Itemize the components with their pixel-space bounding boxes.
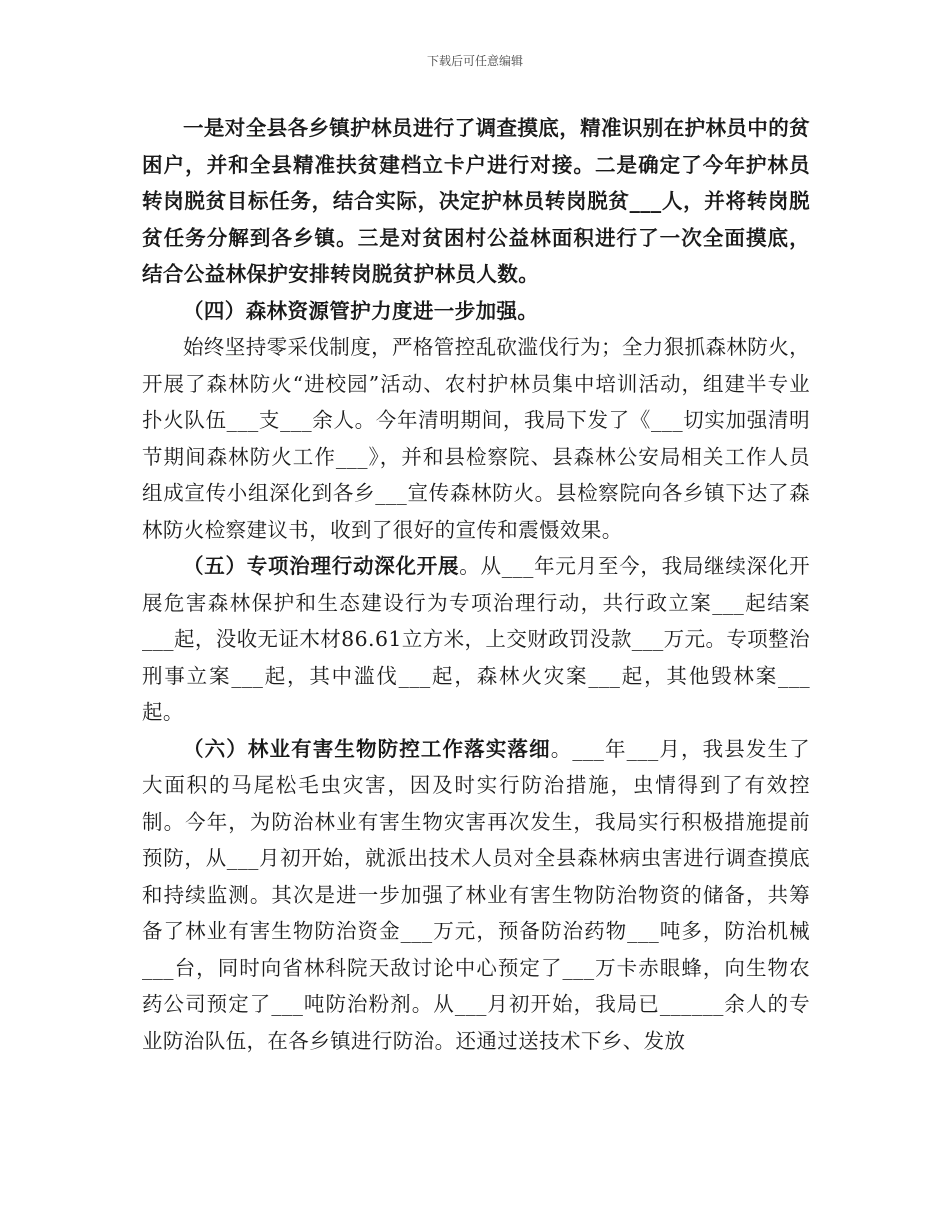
section-body-5: 。从___年元月至今，我局继续深化开展危害森林保护和生态建设行为专项治理行动，共行政立案___起结案___起，没收无证木材86.61立方米，上交财政罚没款___万元。专项整治刑事立案___起，其中滥伐___起，森林火灾案___起，其他毁林案___起。 [142, 554, 811, 724]
paragraph-poverty-tasks: 一是对全县各乡镇护林员进行了调查摸底，精准识别在护林员中的贫困户，并和全县精准扶贫建档立卡户进行对接。二是确定了今年护林员转岗脱贫目标任务，结合实际，决定护林员转岗脱贫___人，并将转岗脱贫任务分解到各乡镇。三是对贫困村公益林面积进行了一次全面摸底，结合公益林保护安排转岗脱贫护林员人数。 [142, 116, 810, 286]
paragraph-forest-protection: 始终坚持零采伐制度，严格管控乱砍滥伐行为；全力狠抓森林防火，开展了森林防火“进校园”活动、农村护林员集中培训活动，组建半专业扑火队伍___支___余人。今年清明期间，我局下发了《___切实加强清明节期间森林防火工作___》，并和县检察院、县森林公安局相关工作人员组成宣传小组深化到各乡___宣传森林防火。县检察院向各乡镇下达了森林防火检察建议书，收到了很好的宣传和震慑效果。 [142, 335, 810, 542]
section-heading-6: （六）林业有害生物防控工作落实落细 [183, 736, 551, 761]
section-body-6: 。___年___月，我县发生了大面积的马尾松毛虫灾害，因及时实行防治措施，虫情得到了有效控制。今年，为防治林业有害生物灾害再次发生，我局实行积极措施提前预防，从___月初开始，就派出技术人员对全县森林病虫害进行调查摸底和持续监测。其次是进一步加强了林业有害生物防治物资的储备，共筹备了林业有害生物防治资金___万元，预备防治药物___吨多，防治机械___台，同时向省林科院天敌讨论中心预定了___万卡赤眼蜂，向生物农药公司预定了___吨防治粉剂。从___月初开始，我局已______余人的专业防治队伍，在各乡镇进行防治。还通过送技术下乡、发放 [142, 736, 810, 1053]
section-heading-5: （五）专项治理行动深化开展 [183, 554, 460, 578]
page-header-note: 下载后可任意编辑 [426, 54, 523, 68]
paragraph-special-governance [142, 548, 810, 731]
section-heading-4: （四）森林资源管护力度进一步加强。 [183, 298, 539, 323]
paragraph-pest-control [142, 731, 810, 1060]
document-body [142, 110, 810, 1059]
